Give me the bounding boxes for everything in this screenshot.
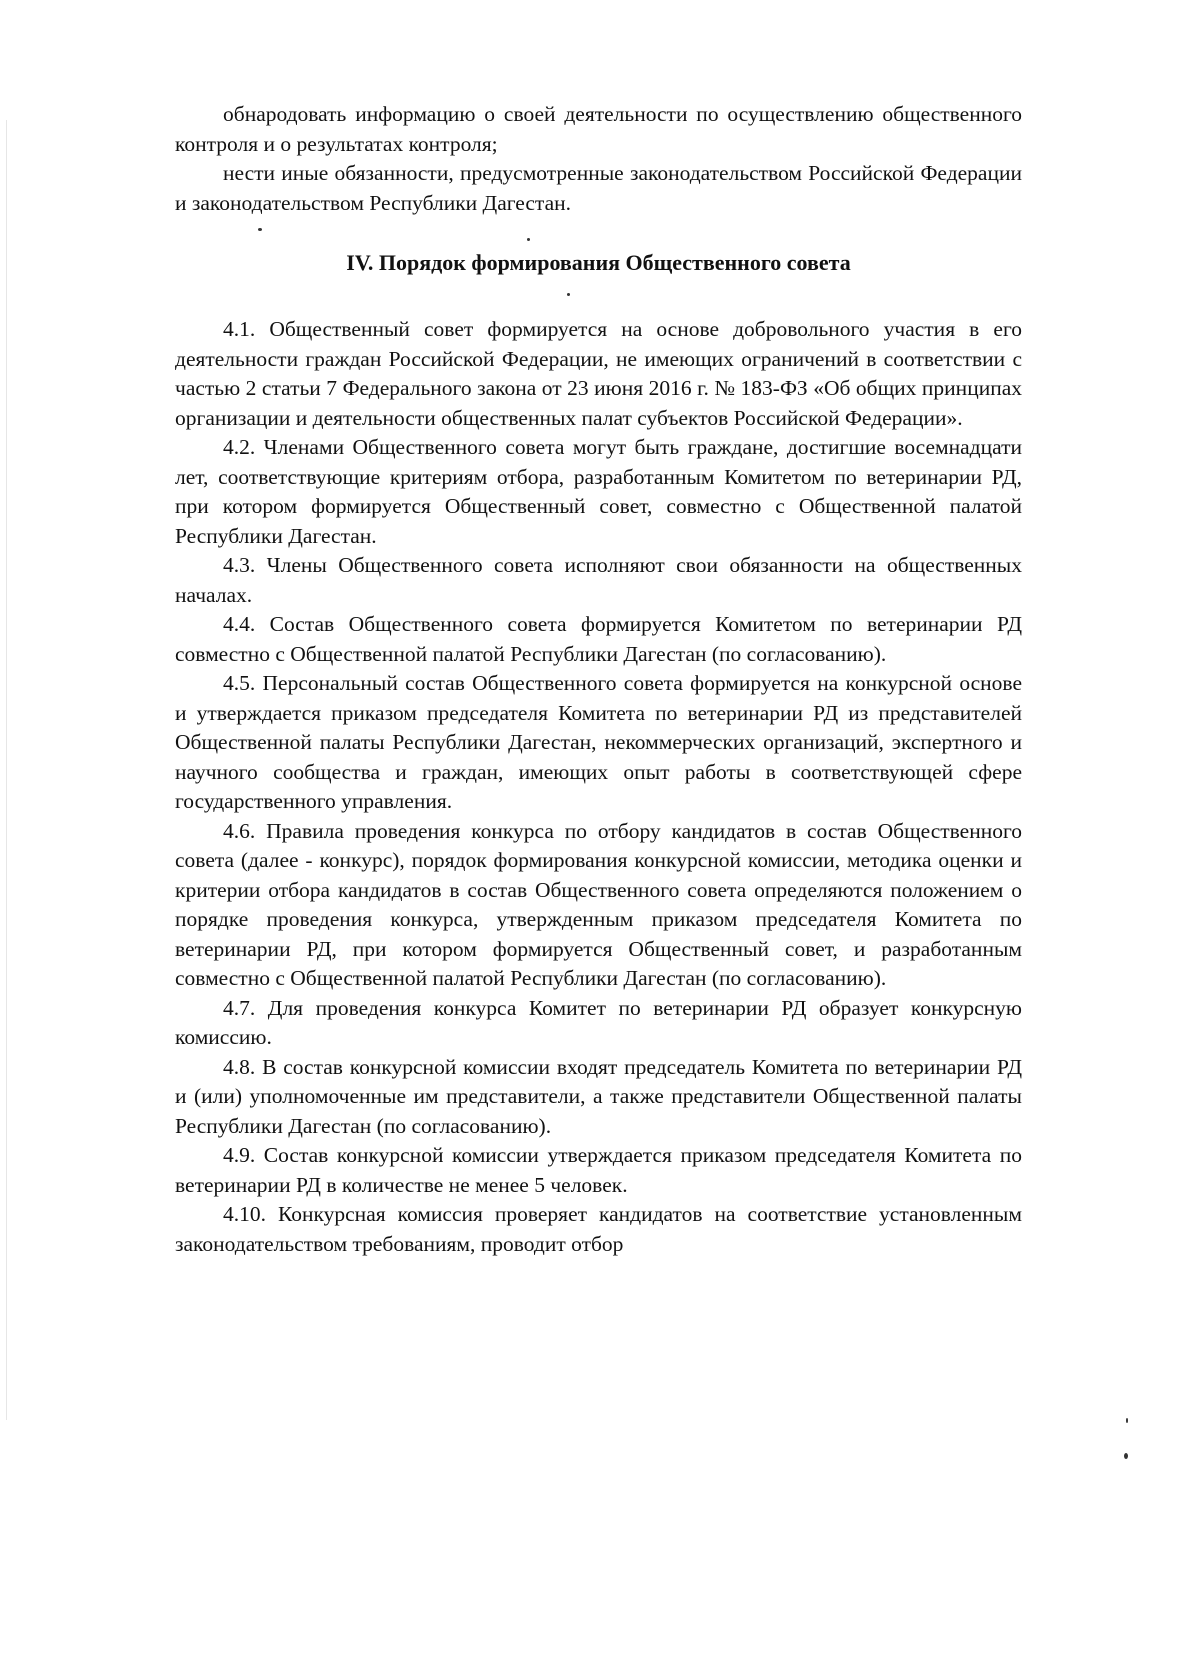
scan-speck [1124, 1453, 1128, 1459]
paragraph-publish-info: обнародовать информацию о своей деятельности по осуществлению общественного контроля и о результатах контроля; [175, 102, 1022, 156]
paragraph-4-10: 4.10. Конкурсная комиссия проверяет кандидатов на соответствие установленным законодательством требованиям, проводит отбор [175, 1202, 1022, 1256]
paragraph-4-2: 4.2. Членами Общественного совета могут быть граждане, достигшие восемнадцати лет, соответствующие критериям отбора, разработанным Комитетом по ветеринарии РД, при котором формируется Общественный совет, совместно с Общественной палатой Республики Дагестан. [175, 435, 1022, 548]
paragraph-other-duties: нести иные обязанности, предусмотренные законодательством Российской Федерации и законодательством Республики Дагестан. [175, 161, 1022, 215]
scan-speck [258, 228, 262, 231]
scan-speck [1126, 1418, 1128, 1423]
scan-speck [567, 293, 570, 296]
section-heading: IV. Порядок формирования Общественного совета [346, 250, 851, 275]
paragraph-4-5: 4.5. Персональный состав Общественного совета формируется на конкурсной основе и утверждается приказом председателя Комитета по ветеринарии РД из представителей Общественной палаты Республики Дагестан, некоммерческих организаций, экспертного и научного сообщества и граждан, имеющих опыт работы в соответствующей сфере государственного управления. [175, 671, 1022, 813]
paragraph-4-3: 4.3. Члены Общественного совета исполняют свои обязанности на общественных началах. [175, 553, 1022, 607]
paragraph-4-8: 4.8. В состав конкурсной комиссии входят председатель Комитета по ветеринарии РД и (или) уполномоченные им представители, а также представители Общественной палаты Республики Дагестан (по согласованию). [175, 1054, 1022, 1138]
scan-speck [527, 238, 530, 241]
paragraph-4-9: 4.9. Состав конкурсной комиссии утверждается приказом председателя Комитета по ветеринарии РД в количестве не менее 5 человек. [175, 1143, 1022, 1197]
scan-edge-line [6, 120, 7, 1420]
paragraph-4-6: 4.6. Правила проведения конкурса по отбору кандидатов в состав Общественного совета (далее - конкурс), порядок формирования конкурсной комиссии, методика оценки и критерии отбора кандидатов в состав Общественного совета определяются положением о порядке проведения конкурса, утвержденным приказом председателя Комитета по ветеринарии РД, при котором формируется Общественный совет, и разработанным совместно с Общественной палатой Республики Дагестан (по согласованию). [175, 818, 1022, 990]
document-body [175, 100, 1022, 1259]
paragraph-4-1: 4.1. Общественный совет формируется на основе добровольного участия в его деятельности граждан Российской Федерации, не имеющих ограничений в соответствии с частью 2 статьи 7 Федерального закона от 23 июня 2016 г. № 183-ФЗ «Об общих принципах организации и деятельности общественных палат субъектов Российской Федерации». [175, 317, 1022, 430]
paragraph-4-4: 4.4. Состав Общественного совета формируется Комитетом по ветеринарии РД совместно с Общественной палатой Республики Дагестан (по согласованию). [175, 612, 1022, 666]
paragraph-4-7: 4.7. Для проведения конкурса Комитет по ветеринарии РД образует конкурсную комиссию. [175, 995, 1022, 1049]
